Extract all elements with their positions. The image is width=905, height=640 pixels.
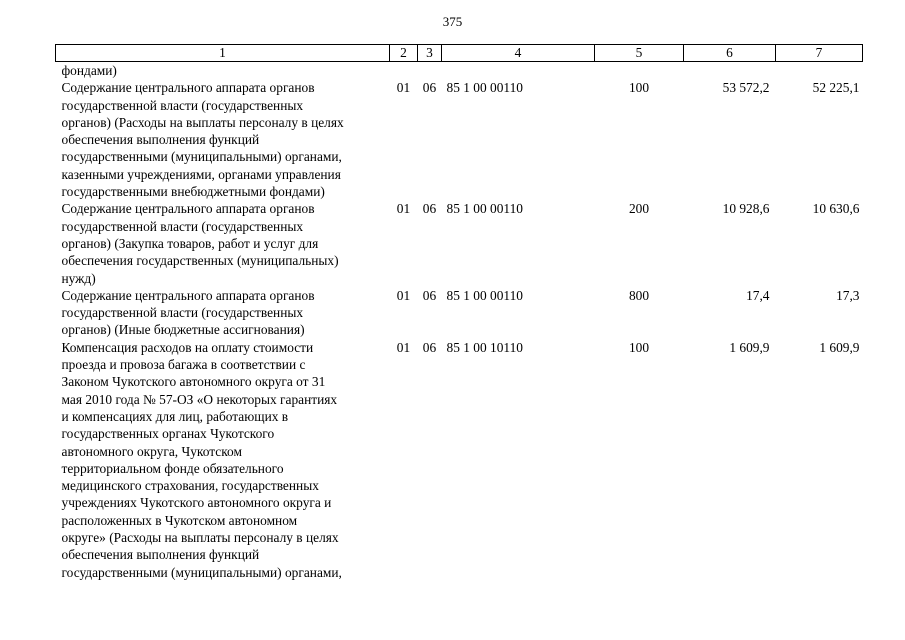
row-code: 85 1 00 00110	[446, 201, 523, 217]
row-section: 01	[396, 339, 411, 355]
row-amount-6: 10 928,6	[722, 201, 770, 217]
row-subsection: 06	[422, 287, 437, 303]
row-code: 85 1 00 00110	[446, 287, 523, 303]
row-code-cell	[442, 79, 595, 200]
table-row	[56, 287, 863, 339]
row-amount-7: 10 630,6	[812, 201, 860, 217]
row-amount-7: 52 225,1	[812, 80, 860, 96]
header-col-5: 5	[595, 45, 684, 62]
row-name: Содержание центрального аппарата органов государственной власти (государственных органов) (Расходы на выплаты персоналу в целях обеспечения выполнения функций государственными (муниципальными) органами, казенными учреждениями, органами управления государственными внебюджетными фондами)	[61, 80, 344, 200]
row-amount-7	[776, 62, 863, 80]
row-expense-type: 100	[628, 339, 650, 355]
page-number: 375	[442, 14, 463, 29]
row-subsection: 06	[422, 339, 437, 355]
header-col-1: 1	[56, 45, 390, 62]
row-amount-6: 53 572,2	[722, 80, 770, 96]
row-name: фондами)	[61, 63, 117, 78]
row-name: Содержание центрального аппарата органов государственной власти (государственных органов) (Иные бюджетные ассигнования)	[61, 287, 315, 338]
row-amount-6	[684, 62, 776, 80]
row-amount-6: 1 609,9	[729, 339, 770, 355]
row-subsection: 06	[422, 201, 437, 217]
table-row	[56, 339, 863, 581]
row-name: Компенсация расходов на оплату стоимости проезда и провоза багажа в соответствии с Законом Чукотского автономного округа от 31 мая 2010 года № 57-ОЗ «О некоторых гарантиях и компенсациях для лиц, работающих в государственных органах Чукотского автономного округа, Чукотском территориальном фонде обязательного медицинского страхования, государственных учреждениях Чукотского автономного округа и расположенных в Чукотском автономном округе» (Расходы на выплаты персоналу в целях обеспечения выполнения функций государственными (муниципальными) органами,	[61, 339, 342, 580]
table-row	[56, 200, 863, 286]
row-subsection	[418, 62, 442, 80]
budget-table	[55, 44, 863, 581]
row-section	[390, 62, 418, 80]
header-col-7: 7	[776, 45, 863, 62]
row-code: 85 1 00 10110	[446, 339, 523, 355]
row-section: 01	[396, 201, 411, 217]
row-code: 85 1 00 00110	[446, 80, 523, 96]
row-section: 01	[396, 80, 411, 96]
table-row	[56, 62, 863, 80]
row-subsection: 06	[422, 80, 437, 96]
row-expense-type: 100	[628, 80, 650, 96]
row-code-cell	[442, 200, 595, 286]
header-row	[56, 45, 863, 62]
row-amount-7: 17,3	[836, 287, 860, 303]
row-amount-7: 1 609,9	[819, 339, 860, 355]
row-code-cell	[442, 339, 595, 581]
header-col-4: 4	[442, 45, 595, 62]
header-col-3: 3	[418, 45, 442, 62]
row-code-cell	[442, 287, 595, 339]
row-expense-type: 200	[628, 201, 650, 217]
row-expense-type: 800	[628, 287, 650, 303]
header-col-2: 2	[390, 45, 418, 62]
row-section: 01	[396, 287, 411, 303]
table-row	[56, 79, 863, 200]
header-col-6: 6	[684, 45, 776, 62]
row-code-cell	[442, 62, 595, 80]
row-name: Содержание центрального аппарата органов государственной власти (государственных органов) (Закупка товаров, работ и услуг для обеспечения государственных (муниципальных) нужд)	[61, 201, 339, 286]
row-expense-type	[595, 62, 684, 80]
row-amount-6: 17,4	[746, 287, 770, 303]
